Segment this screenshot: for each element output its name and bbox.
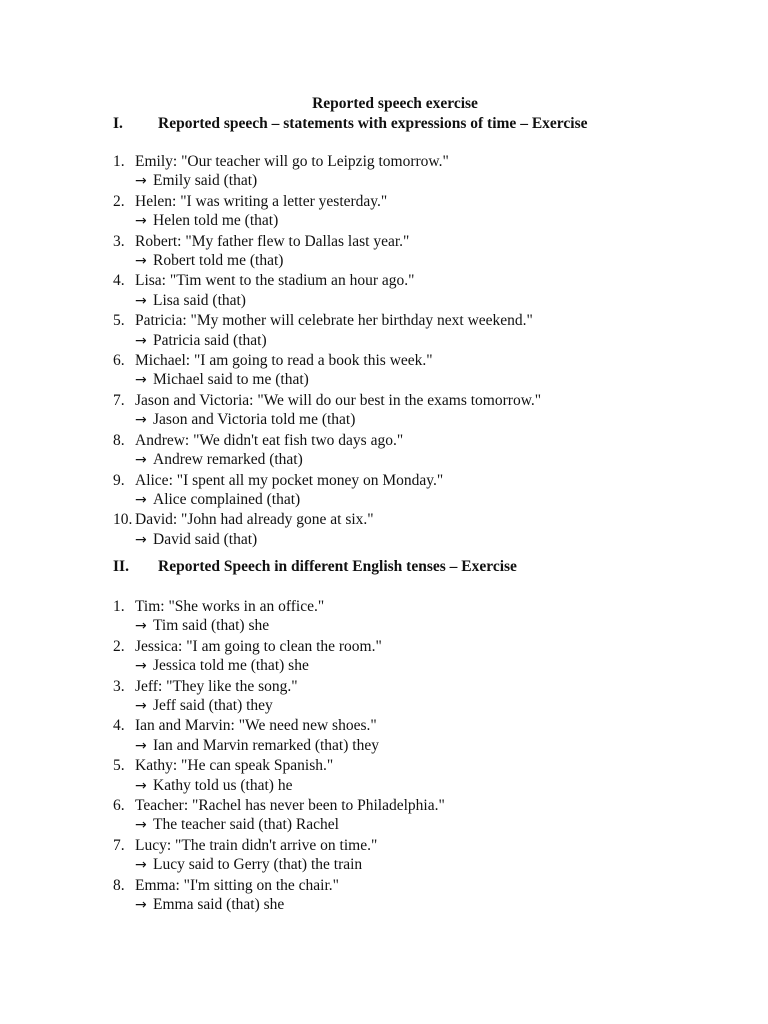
arrow-right-icon: →: [135, 332, 147, 349]
exercise-quote-line: [113, 232, 541, 251]
item-number: 6.: [113, 352, 125, 370]
answer-line: [113, 656, 445, 676]
answer-line: [113, 530, 541, 550]
reported-speech-prompt: Emily said (that): [153, 172, 258, 190]
direct-speech-quote: Alice: "I spent all my pocket money on Monday.": [135, 471, 444, 489]
answer-line: [113, 895, 445, 915]
exercise-item: [113, 876, 445, 916]
exercise-quote-line: [113, 471, 541, 490]
exercise-quote-line: [113, 756, 445, 775]
item-number: 7.: [113, 836, 125, 854]
exercise-quote-line: [113, 431, 541, 450]
exercise-quote-line: [113, 192, 541, 211]
direct-speech-quote: Jason and Victoria: "We will do our best in the exams tomorrow.": [135, 391, 542, 409]
reported-speech-prompt: Kathy told us (that) he: [153, 776, 293, 794]
exercise-item: [113, 756, 445, 796]
exercise-quote-line: [113, 796, 445, 815]
reported-speech-prompt: Patricia said (that): [153, 331, 267, 349]
reported-speech-prompt: Helen told me (that): [153, 212, 279, 230]
exercise-item: [113, 152, 541, 192]
reported-speech-prompt: Alice complained (that): [153, 490, 301, 508]
reported-speech-prompt: David said (that): [153, 530, 258, 548]
exercise-item: [113, 391, 541, 431]
item-number: 9.: [113, 471, 125, 489]
exercise-item: [113, 637, 445, 677]
direct-speech-quote: Robert: "My father flew to Dallas last year.": [135, 232, 410, 250]
answer-line: [113, 171, 541, 191]
item-number: 6.: [113, 797, 125, 815]
arrow-right-icon: →: [135, 817, 147, 834]
arrow-right-icon: →: [135, 618, 147, 635]
direct-speech-quote: Lucy: "The train didn't arrive on time.": [135, 836, 378, 854]
exercise-quote-line: [113, 510, 541, 529]
exercise-quote-line: [113, 836, 445, 855]
reported-speech-prompt: Ian and Marvin remarked (that) they: [153, 736, 379, 754]
reported-speech-prompt: Emma said (that) she: [153, 896, 285, 914]
item-number: 5.: [113, 312, 125, 330]
reported-speech-prompt: Michael said to me (that): [153, 371, 309, 389]
reported-speech-prompt: Jeff said (that) they: [153, 697, 273, 715]
direct-speech-quote: Helen: "I was writing a letter yesterday.": [135, 192, 388, 210]
section-heading-text: Reported Speech in different English tenses – Exercise: [158, 558, 517, 575]
exercise-quote-line: [113, 351, 541, 370]
exercise-list-2: [113, 597, 445, 916]
item-number: 5.: [113, 757, 125, 775]
reported-speech-prompt: Jessica told me (that) she: [153, 657, 309, 675]
answer-line: [113, 251, 541, 271]
exercise-quote-line: [113, 311, 541, 330]
exercise-list-1: [113, 152, 541, 550]
arrow-right-icon: →: [135, 897, 147, 914]
direct-speech-quote: Emily: "Our teacher will go to Leipzig tomorrow.": [135, 153, 449, 170]
exercise-quote-line: [113, 876, 445, 895]
section-numeral: II.: [113, 558, 129, 575]
arrow-right-icon: →: [135, 253, 147, 270]
arrow-right-icon: →: [135, 173, 147, 190]
direct-speech-quote: Ian and Marvin: "We need new shoes.": [135, 717, 377, 735]
answer-line: [113, 370, 541, 390]
answer-line: [113, 815, 445, 835]
exercise-item: [113, 271, 541, 311]
arrow-right-icon: →: [135, 292, 147, 309]
exercise-quote-line: [113, 677, 445, 696]
exercise-item: [113, 597, 445, 637]
exercise-item: [113, 431, 541, 471]
document-title: Reported speech exercise: [312, 95, 478, 112]
reported-speech-prompt: Lucy said to Gerry (that) the train: [153, 856, 363, 874]
direct-speech-quote: Kathy: "He can speak Spanish.": [135, 757, 334, 775]
answer-line: [113, 450, 541, 470]
section-numeral: I.: [113, 115, 123, 132]
item-number: 3.: [113, 677, 125, 695]
answer-line: [113, 776, 445, 796]
exercise-item: [113, 796, 445, 836]
section-heading-text: Reported speech – statements with expressions of time – Exercise: [158, 115, 588, 132]
item-number: 2.: [113, 637, 125, 655]
exercise-item: [113, 836, 445, 876]
arrow-right-icon: →: [135, 777, 147, 794]
item-number: 1.: [113, 598, 125, 615]
exercise-quote-line: [113, 637, 445, 656]
direct-speech-quote: Lisa: "Tim went to the stadium an hour ago.": [135, 272, 415, 290]
reported-speech-prompt: Lisa said (that): [153, 291, 246, 309]
reported-speech-prompt: Jason and Victoria told me (that): [153, 411, 356, 429]
arrow-right-icon: →: [135, 698, 147, 715]
reported-speech-prompt: Robert told me (that): [153, 252, 284, 270]
arrow-right-icon: →: [135, 491, 147, 508]
reported-speech-prompt: The teacher said (that) Rachel: [153, 816, 339, 834]
reported-speech-prompt: Andrew remarked (that): [153, 451, 303, 469]
exercise-item: [113, 677, 445, 717]
exercise-item: [113, 351, 541, 391]
item-number: 8.: [113, 431, 125, 449]
item-number: 2.: [113, 192, 125, 210]
section-heading-1: [113, 114, 587, 133]
item-number: 4.: [113, 717, 125, 735]
exercise-item: [113, 510, 541, 550]
item-number: 3.: [113, 232, 125, 250]
direct-speech-quote: Andrew: "We didn't eat fish two days ago.": [135, 431, 404, 449]
arrow-right-icon: →: [135, 372, 147, 389]
exercise-item: [113, 192, 541, 232]
answer-line: [113, 616, 445, 636]
arrow-right-icon: →: [135, 658, 147, 675]
direct-speech-quote: Teacher: "Rachel has never been to Philadelphia.": [135, 797, 445, 815]
exercise-quote-line: [113, 152, 541, 171]
direct-speech-quote: David: "John had already gone at six.": [135, 511, 374, 529]
exercise-quote-line: [113, 597, 445, 616]
item-number: 4.: [113, 272, 125, 290]
direct-speech-quote: Jessica: "I am going to clean the room.": [135, 637, 382, 655]
answer-line: [113, 291, 541, 311]
exercise-quote-line: [113, 271, 541, 290]
exercise-item: [113, 471, 541, 511]
answer-line: [113, 490, 541, 510]
exercise-item: [113, 311, 541, 351]
answer-line: [113, 855, 445, 875]
direct-speech-quote: Patricia: "My mother will celebrate her birthday next weekend.": [135, 312, 533, 330]
item-number: 10.: [113, 511, 133, 529]
arrow-right-icon: →: [135, 452, 147, 469]
item-number: 8.: [113, 876, 125, 894]
direct-speech-quote: Emma: "I'm sitting on the chair.": [135, 876, 339, 894]
arrow-right-icon: →: [135, 531, 147, 548]
exercise-item: [113, 232, 541, 272]
answer-line: [113, 410, 541, 430]
answer-line: [113, 736, 445, 756]
answer-line: [113, 696, 445, 716]
arrow-right-icon: →: [135, 213, 147, 230]
section-heading-2: [113, 557, 517, 576]
arrow-right-icon: →: [135, 412, 147, 429]
arrow-right-icon: →: [135, 857, 147, 874]
arrow-right-icon: →: [135, 737, 147, 754]
answer-line: [113, 211, 541, 231]
direct-speech-quote: Jeff: "They like the song.": [135, 677, 298, 695]
exercise-quote-line: [113, 391, 541, 410]
direct-speech-quote: Michael: "I am going to read a book this week.": [135, 352, 433, 370]
reported-speech-prompt: Tim said (that) she: [153, 617, 270, 635]
item-number: 1.: [113, 153, 125, 170]
direct-speech-quote: Tim: "She works in an office.": [135, 598, 325, 615]
exercise-quote-line: [113, 716, 445, 735]
exercise-item: [113, 716, 445, 756]
answer-line: [113, 331, 541, 351]
item-number: 7.: [113, 391, 125, 409]
